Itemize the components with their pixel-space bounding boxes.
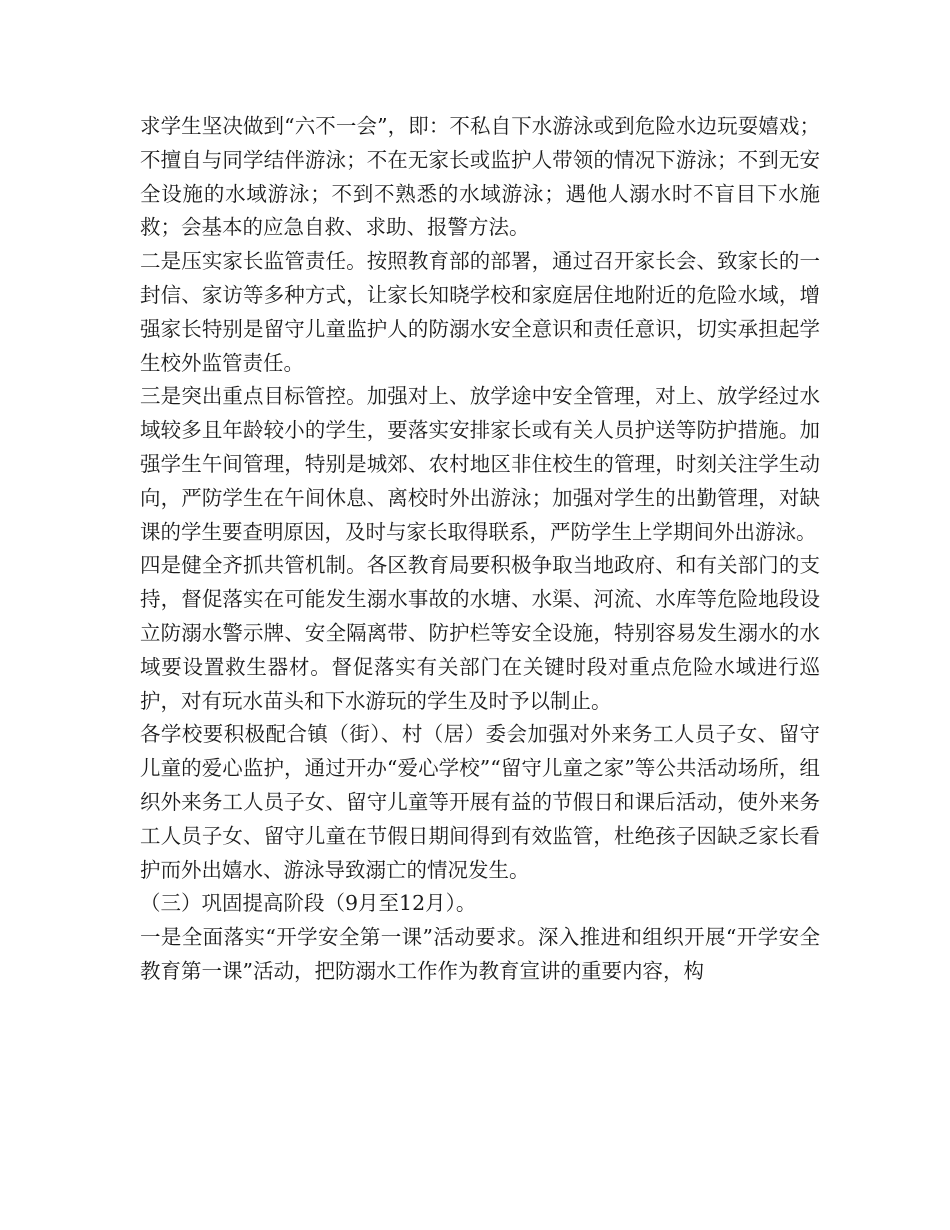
section-heading-phase-three: （三）巩固提高阶段（9月至12月）。 [140,891,477,916]
paragraph-key-targets: 三是突出重点目标管控。加强对上、放学途中安全管理，对上、放学经过水域较多且年龄较小的学生，要落实安排家长或有关人员护送等防护措施。加强学生午间管理，特别是城郊、农村地区非住校生的管理，时刻关注学生动向，严防学生在午间休息、离校时外出游泳；加强对学生的出勤管理，对缺课的学生要查明原因，及时与家长取得联系，严防学生上学期间外出游泳。 [140,384,820,544]
paragraph-first-lesson: 一是全面落实“开学安全第一课”活动要求。深入推进和组织开展“开学安全教育第一课”活动，把防溺水工作作为教育宣讲的重要内容，构 [140,925,820,983]
paragraph-school-cooperation: 各学校要积极配合镇（街）、村（居）委会加强对外来务工人员子女、留守儿童的爱心监护，通过开办“爱心学校”“留守儿童之家”等公共活动场所，组织外来务工人员子女、留守儿童等开展有益的节假日和课后活动，使外来务工人员子女、留守儿童在节假日期间得到有效监管，杜绝孩子因缺乏家长看护而外出嬉水、游泳导致溺亡的情况发生。 [140,722,820,882]
document-body [140,110,820,989]
paragraph-parent-supervision: 二是压实家长监管责任。按照教育部的部署，通过召开家长会、致家长的一封信、家访等多种方式，让家长知晓学校和家庭居住地附近的危险水域，增强家长特别是留守儿童监护人的防溺水安全意识和责任意识，切实承担起学生校外监管责任。 [140,249,820,375]
paragraph-joint-management: 四是健全齐抓共管机制。各区教育局要积极争取当地政府、和有关部门的支持，督促落实在可能发生溺水事故的水塘、水渠、河流、水库等危险地段设立防溺水警示牌、安全隔离带、防护栏等安全设施，特别容易发生溺水的水域要设置救生器材。督促落实有关部门在关键时段对重点危险水域进行巡护，对有玩水苗头和下水游玩的学生及时予以制止。 [140,553,820,713]
paragraph-six-rules: 求学生坚决做到“六不一会”，即：不私自下水游泳或到危险水边玩耍嬉戏；不擅自与同学结伴游泳；不在无家长或监护人带领的情况下游泳；不到无安全设施的水域游泳；不到不熟悉的水域游泳；遇他人溺水时不盲目下水施救；会基本的应急自救、求助、报警方法。 [140,114,820,240]
